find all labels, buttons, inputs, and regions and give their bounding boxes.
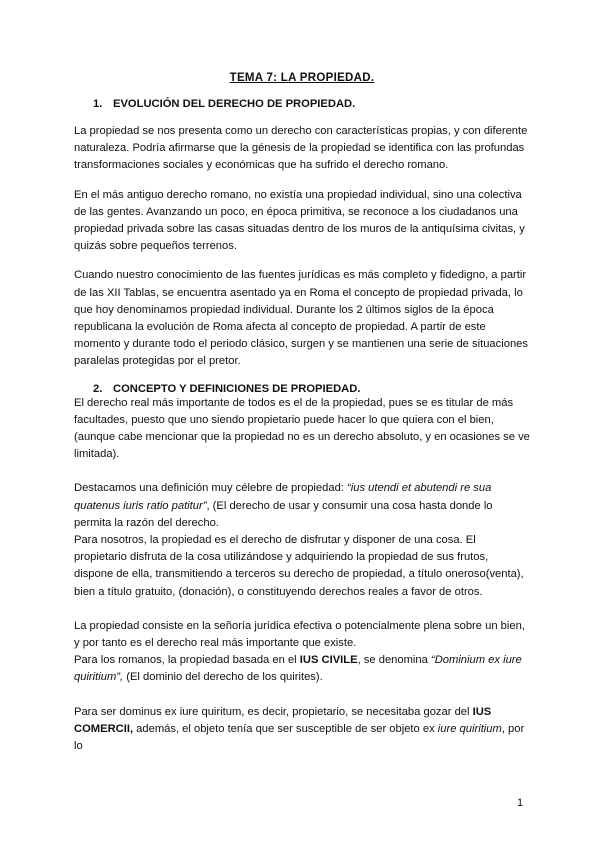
definition-paragraph (74, 480, 530, 532)
section-heading-2 (93, 383, 530, 395)
dominus-rest: , por lo (74, 722, 525, 753)
dominus-intro: Para ser dominus ex iure quiritum, es decir, propietario, se necesitaba gozar del (74, 705, 473, 718)
definition-translation: , (El derecho de usar y consumir una cosa hasta donde lo permita la razón del derecho. (74, 499, 493, 529)
section-title-2: CONCEPTO Y DEFINICIONES DE PROPIEDAD. (113, 382, 361, 395)
page-number: 1 (517, 797, 524, 809)
section-number-2: 2. (93, 382, 103, 395)
ius-civile-term: IUS CIVILE (299, 654, 358, 667)
dominium-intro: Para los romanos, la propiedad basada en el (74, 654, 300, 667)
section-number-1: 1. (93, 98, 103, 110)
paragraph: Para nosotros, la propiedad es el derecho de disfrutar y disponer de una cosa. El propietario disfruta de la cosa utilizándose y adquiriendo la propiedad de sus frutos, dispone de ella, transmitiendo a terceros su derecho de propiedad, a título oneroso(venta), bien a título gratuito, (donación), o constituyendo derechos reales a favor de otros. (74, 534, 524, 598)
dominus-paragraph (74, 704, 530, 756)
document-title: TEMA 7: LA PROPIEDAD. (229, 72, 375, 84)
dominium-quote: “Dominium ex iure quiritium”, (74, 654, 522, 684)
paragraph: El derecho real más importante de todos es el de la propiedad, pues se es titular de más facultades, puesto que uno siendo propietario puede hacer lo que quiera con el bien, (aunque cabe mencionar que la propiedad no es un derecho absoluto, y en ocasiones se ve limitada). (74, 396, 530, 461)
page-content (74, 72, 530, 755)
dominus-mid: además, el objeto tenía que ser susceptible de ser objeto ex (133, 722, 438, 735)
paragraph: Cuando nuestro conocimiento de las fuentes jurídicas es más completo y fidedigno, a partir de las XII Tablas, se encuentra asentado ya en Roma el concepto de propiedad privada, lo que hoy denominamos propiedad individual. Durante los 2 últimos siglos de la época republicana la evolución de Roma afecta al concepto de propiedad. A partir de este momento y durante todo el periodo clásico, surgen y se mantienen una serie de situaciones paralelas protegidas por el pretor. (74, 269, 528, 368)
dominium-paragraph (74, 652, 530, 686)
paragraph: En el más antiguo derecho romano, no existía una propiedad individual, sino una colectiva de las gentes. Avanzando un poco, en época primitiva, se reconoce a los ciudadanos una propiedad privada sobre las casas situadas dentro de los muros de la antiquísima civitas, y quizás sobre pequeños terrenos. (74, 188, 525, 253)
iure-quiritium-term: iure quiritium (437, 722, 502, 735)
section-title-1: EVOLUCIÓN DEL DERECHO DE PROPIEDAD. (113, 98, 356, 110)
ius-comercii-term: IUS COMERCII, (74, 705, 492, 735)
section-heading-1 (93, 98, 530, 110)
latin-definition-quote: “ius utendi et abutendi re sua quatenus iuris ratio patitur” (74, 482, 492, 512)
definition-intro: Destacamos una definición muy célebre de propiedad: (74, 482, 348, 495)
dominium-rest: (El dominio del derecho de los quirites). (123, 671, 323, 684)
paragraph: La propiedad consiste en la señoría jurídica efectiva o potencialmente plena sobre un bien, y por tanto es el derecho real más importante que existe. (74, 619, 525, 650)
dominium-mid: , se denomina (357, 654, 431, 667)
paragraph: La propiedad se nos presenta como un derecho con características propias, y con diferente naturaleza. Podría afirmarse que la génesis de la propiedad se identifica con las profundas transformaciones sociales y económicas que ha sufrido el derecho romano. (74, 125, 528, 172)
